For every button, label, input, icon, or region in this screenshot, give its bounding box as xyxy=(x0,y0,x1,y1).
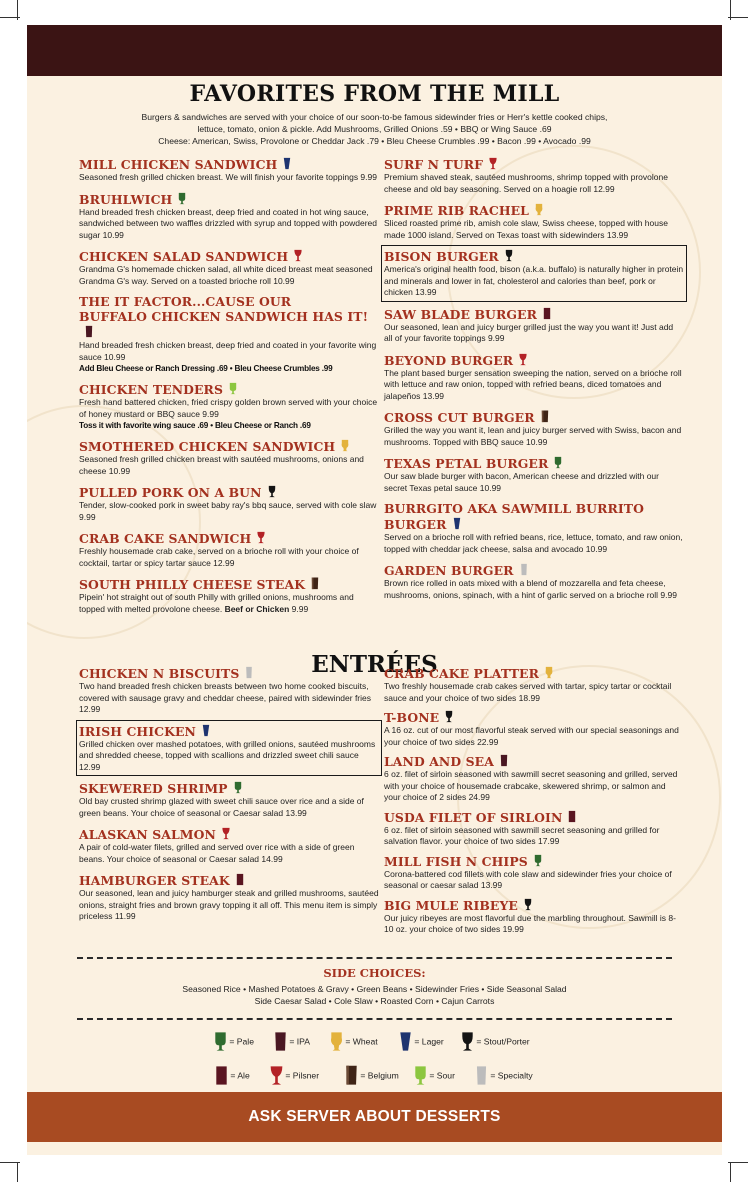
item-description-text: Grilled chicken over mashed potatoes, with grilled onions, sautéed mushrooms and shredded cheese, topped with scallions and drizzled sweet chili sauce 12.99 xyxy=(79,738,376,772)
favorites-left-column xyxy=(79,156,379,615)
menu-item xyxy=(384,409,684,448)
item-description xyxy=(384,725,684,748)
ipa-beer-glass-icon xyxy=(274,1036,287,1046)
item-description xyxy=(384,532,684,555)
ale-beer-glass-icon xyxy=(543,306,551,321)
item-description xyxy=(79,842,379,865)
pilsner-beer-glass-icon xyxy=(294,248,302,263)
item-name-text: CROSS CUT BURGER xyxy=(384,410,535,425)
ipa-beer-glass-icon xyxy=(500,753,508,768)
legend-label: = IPA xyxy=(289,1036,311,1047)
menu-item xyxy=(79,665,379,716)
item-name-text: SOUTH PHILLY CHEESE STEAK xyxy=(79,577,306,592)
item-description xyxy=(79,592,379,615)
item-description-text: Brown rice rolled in oats mixed with a blend of mozzarella and feta cheese, mushrooms, onions, spinach, with a hint of garlic served on a brioche roll 9.99 xyxy=(384,578,677,600)
menu-item xyxy=(384,156,684,195)
specialty-beer-glass-icon xyxy=(475,1070,488,1080)
item-description xyxy=(79,500,379,523)
item-name xyxy=(79,826,379,842)
sides-line: Side Caesar Salad • Cole Slaw • Roasted Corn • Cajun Carrots xyxy=(254,996,495,1006)
item-name-text: LAND AND SEA xyxy=(384,754,494,769)
item-name xyxy=(384,709,684,725)
pilsner-beer-glass-icon xyxy=(222,826,230,841)
item-name xyxy=(384,562,684,578)
item-name-text: HAMBURGER STEAK xyxy=(79,873,230,888)
item-description-text: Our saw blade burger with bacon, American cheese and drizzled with our secret Texas petal sauce 10.99 xyxy=(384,471,659,493)
item-name-text: BUFFALO CHICKEN SANDWICH HAS IT! xyxy=(79,309,369,324)
item-description xyxy=(79,207,379,242)
item-name-text: T-BONE xyxy=(384,710,440,725)
legend-label: = Sour xyxy=(429,1070,455,1081)
item-name-text: IRISH CHICKEN xyxy=(79,723,196,739)
menu-item xyxy=(384,897,684,936)
pale-beer-glass-icon xyxy=(534,853,542,868)
menu-item xyxy=(79,381,379,431)
divider xyxy=(77,1018,672,1020)
item-description xyxy=(384,425,684,448)
item-description-text: Two freshly housemade crab cakes served with tartar, spicy tartar or cocktail sauce and your choice of two sides 18.99 xyxy=(384,681,672,703)
item-description xyxy=(79,888,379,923)
item-name-text: TEXAS PETAL BURGER xyxy=(384,456,549,471)
crop-mark xyxy=(730,1162,731,1182)
item-description xyxy=(79,340,379,363)
menu-item xyxy=(79,191,379,242)
item-description-text: The plant based burger sensation sweeping the nation, served on a brioche roll with lettuce and raw onion, topped with refried beans, diced tomatoes and jalapeños 13.99 xyxy=(384,367,682,401)
item-description-text: Hand breaded fresh chicken breast, deep fried and coated in your favorite wing sauce 10.99 xyxy=(79,340,377,362)
item-name-text: CHICKEN N BISCUITS xyxy=(79,666,240,681)
menu-item xyxy=(79,156,379,184)
item-name-text: SMOTHERED CHICKEN SANDWICH xyxy=(79,439,336,454)
beer-legend-row xyxy=(27,1031,722,1053)
item-description xyxy=(384,681,684,704)
item-name xyxy=(79,294,379,309)
menu-item xyxy=(384,455,684,494)
item-description-text: Our seasoned, lean and juicy hamburger steak and grilled mushrooms, sautéed onions, straight fries and brown gravy topping it all off. This menu item is simply priceless 11.99 xyxy=(79,888,379,921)
item-description xyxy=(384,869,684,892)
legend-item xyxy=(215,1065,250,1086)
item-name-text: BIG MULE RIBEYE xyxy=(384,897,518,913)
menu-item xyxy=(384,665,684,704)
item-name xyxy=(79,780,379,796)
item-name xyxy=(384,306,684,322)
wheat-beer-glass-icon xyxy=(535,202,543,217)
wheat-beer-glass-icon xyxy=(330,1036,343,1046)
item-description-text: Fresh hand battered chicken, fried crispy golden brown served with your choice of honey mustard or BBQ sauce 9.99 xyxy=(79,397,378,419)
legend-item xyxy=(330,1031,378,1052)
belgium-beer-glass-icon xyxy=(541,409,549,424)
entrees-title: ENTRÉES xyxy=(311,651,438,678)
item-description-text: America's original health food, bison (a.k.a. buffalo) is naturally higher in protein and minerals and lower in fat, cholesterol and calories than beef, pork or chicken 13.99 xyxy=(384,264,684,297)
page-title: FAVORITES FROM THE MILL xyxy=(189,81,560,107)
menu-item xyxy=(79,248,379,287)
entrees-right-column xyxy=(384,665,684,936)
crop-mark xyxy=(730,0,731,20)
lager-beer-glass-icon xyxy=(453,516,461,531)
item-name-text: CRAB CAKE SANDWICH xyxy=(79,531,252,546)
item-description xyxy=(79,546,379,569)
stout-beer-glass-icon xyxy=(268,484,276,499)
item-name xyxy=(79,156,379,172)
item-description xyxy=(79,739,379,774)
menu-item xyxy=(79,438,379,477)
ipa-beer-glass-icon xyxy=(85,324,93,339)
item-description xyxy=(384,913,684,936)
item-price-text: 9.99 xyxy=(289,603,309,614)
item-addons: Add Bleu Cheese or Ranch Dressing .69 • Bleu Cheese Crumbles .99 xyxy=(79,364,333,373)
item-description-text: Seasoned fresh grilled chicken breast. We will finish your favorite toppings 9.99 xyxy=(79,172,377,182)
item-name-text: CRAB CAKE PLATTER xyxy=(384,666,539,681)
item-name-text: ALASKAN SALMON xyxy=(79,827,216,842)
menu-item xyxy=(384,709,684,748)
stout-beer-glass-icon xyxy=(445,709,453,724)
legend-item xyxy=(214,1031,254,1052)
item-name xyxy=(384,202,684,218)
item-name xyxy=(79,438,379,454)
item-description-text: Old bay crusted shrimp glazed with sweet chili sauce over rice and a side of green beans. Your choice of seasonal or Caesar salad 13.99 xyxy=(79,796,364,818)
pale-beer-glass-icon xyxy=(214,1036,227,1046)
item-name xyxy=(79,530,379,546)
menu-item xyxy=(384,501,684,555)
menu-item xyxy=(79,530,379,569)
menu-item xyxy=(384,753,684,804)
pilsner-beer-glass-icon xyxy=(489,156,497,171)
item-description xyxy=(79,264,379,287)
menu-item xyxy=(384,809,684,848)
pilsner-beer-glass-icon xyxy=(270,1070,283,1080)
legend-item xyxy=(414,1065,455,1086)
intro-line: Burgers & sandwiches are served with your choice of our soon-to-be famous sidewinder fries or Herr's kettle cooked chips, xyxy=(141,112,608,122)
menu-page xyxy=(27,25,722,1155)
wheat-beer-glass-icon xyxy=(341,438,349,453)
crop-mark xyxy=(17,1162,18,1182)
item-description xyxy=(79,172,379,184)
intro-line: Cheese: American, Swiss, Provolone or Cheddar Jack .79 • Bleu Cheese Crumbles .99 • Bacon .99 • Avocado .99 xyxy=(158,136,591,146)
stout-beer-glass-icon xyxy=(505,248,513,263)
stout-beer-glass-icon xyxy=(524,897,532,912)
top-banner xyxy=(27,25,722,76)
menu-item xyxy=(79,723,379,774)
legend-label: = Wheat xyxy=(345,1036,378,1047)
legend-label: = Ale xyxy=(230,1070,250,1081)
belgium-beer-glass-icon xyxy=(345,1070,358,1080)
wheat-beer-glass-icon xyxy=(545,665,553,680)
item-name-text: PULLED PORK ON A BUN xyxy=(79,485,262,500)
item-name-text: THE IT FACTOR...CAUSE OUR xyxy=(79,294,292,309)
item-name-text: MILL CHICKEN SANDWICH xyxy=(79,157,278,172)
menu-item xyxy=(79,780,379,819)
item-description xyxy=(79,397,379,420)
item-name xyxy=(384,897,684,913)
item-name-text: BRUHLWICH xyxy=(79,191,173,207)
item-name xyxy=(384,156,684,172)
sides-list xyxy=(67,983,682,1007)
item-name xyxy=(384,352,684,368)
menu-item xyxy=(79,294,379,374)
item-description xyxy=(384,578,684,601)
item-description-text: Seasoned fresh grilled chicken breast with sautéed mushrooms, onions and cheese 10.99 xyxy=(79,454,364,476)
legend-label: = Lager xyxy=(414,1036,444,1047)
dessert-banner: ASK SERVER ABOUT DESSERTS xyxy=(27,1092,722,1142)
item-description xyxy=(384,368,684,403)
item-description xyxy=(384,172,684,195)
legend-label: = Belgium xyxy=(360,1070,399,1081)
menu-item xyxy=(79,484,379,523)
legend-label: = Pilsner xyxy=(285,1070,320,1081)
item-description-text: 6 oz. filet of sirloin seasoned with sawmill secret seasoning and grilled for salvation flavor. your choice of two sides 17.99 xyxy=(384,824,660,846)
menu-item xyxy=(384,352,684,403)
menu-item xyxy=(384,306,684,345)
item-description-text: Two hand breaded fresh chicken breasts between two home cooked biscuits, covered with sausage gravy and cheddar cheese, paired with sidewinder fries 12.99 xyxy=(79,681,371,714)
item-description-text: Served on a brioche roll with refried beans, rice, lettuce, tomato, and raw onion, topped with cheddar jack cheese, salsa and avocado 10.99 xyxy=(384,532,683,554)
beer-legend-row xyxy=(27,1065,722,1087)
menu-item xyxy=(79,576,379,615)
menu-item xyxy=(384,562,684,601)
legend-label: = Specialty xyxy=(490,1070,533,1081)
pilsner-beer-glass-icon xyxy=(257,530,265,545)
item-name xyxy=(384,501,684,532)
item-name xyxy=(384,753,684,769)
pale-beer-glass-icon xyxy=(234,780,242,795)
lager-beer-glass-icon xyxy=(399,1036,412,1046)
item-description-text: Our juicy ribeyes are most flavorful due the marbling throughout. Sawmill is 8-10 oz. your choice of two sides 19.99 xyxy=(384,912,676,934)
item-description-text: Hand breaded fresh chicken breast, deep fried and coated in hot wing sauce, sandwiched between two waffles drizzled with syrup and topped with powdered sugar 10.99 xyxy=(79,206,377,240)
item-description-text: 6 oz. filet of sirloin seasoned with sawmill secret seasoning and grilled, served with your choice of housemade crabcake, skewered shrimp, or salmon and your choice of 2 sides 24.99 xyxy=(384,769,678,802)
item-name xyxy=(384,248,684,264)
item-name xyxy=(79,191,379,207)
item-description xyxy=(384,264,684,299)
item-name xyxy=(384,455,684,471)
item-description-text: Grilled the way you want it, lean and juicy burger served with Swiss, bacon and mushrooms. Topped with BBQ sauce 10.99 xyxy=(384,425,682,447)
legend-item xyxy=(399,1031,444,1052)
item-description-text: Sliced roasted prime rib, amish cole slaw, Swiss cheese, topped with house made 1000 island. Served on Texas toast with sidewinders 13.99 xyxy=(384,218,668,240)
legend-label: = Pale xyxy=(229,1036,254,1047)
item-description-text: Tender, slow-cooked pork in sweet baby ray's bbq sauce, served with cole slaw 9.99 xyxy=(79,500,377,522)
item-name-text: CHICKEN SALAD SANDWICH xyxy=(79,249,289,264)
item-description xyxy=(384,322,684,345)
item-name xyxy=(79,309,379,340)
menu-item xyxy=(384,853,684,892)
ale-beer-glass-icon xyxy=(236,872,244,887)
item-name-text: PRIME RIB RACHEL xyxy=(384,203,529,218)
intro-line: lettuce, tomato, onion & pickle. Add Mushrooms, Grilled Onions .59 • BBQ or Wing Sauce .69 xyxy=(197,124,552,134)
item-description xyxy=(79,796,379,819)
item-name-text: BEYOND BURGER xyxy=(384,352,514,368)
legend-item xyxy=(461,1031,530,1052)
divider xyxy=(77,957,672,959)
stout-beer-glass-icon xyxy=(461,1036,474,1046)
item-description xyxy=(384,769,684,804)
item-description-text: Grandma G's homemade chicken salad, all white diced breast meat seasoned Grandma G's way. Served on a toasted brioche roll 10.99 xyxy=(79,264,373,286)
item-description-text: Premium shaved steak, sautéed mushrooms, shrimp topped with provolone cheese and old bay seasoning. Served on a hoagie roll 12.99 xyxy=(384,172,668,194)
item-description-text: Pipein' hot straight out of south Philly with grilled onions, mushrooms and topped with melted provolone cheese. xyxy=(79,592,354,614)
specialty-beer-glass-icon xyxy=(520,562,528,577)
lager-beer-glass-icon xyxy=(202,723,210,738)
pale-beer-glass-icon xyxy=(178,191,186,206)
lager-beer-glass-icon xyxy=(283,156,291,171)
favorites-right-column xyxy=(384,156,684,601)
menu-item xyxy=(79,826,379,865)
crop-mark xyxy=(728,1162,748,1163)
item-name xyxy=(384,665,684,681)
item-name xyxy=(79,381,379,397)
item-name-text: USDA FILET OF SIRLOIN xyxy=(384,809,563,825)
item-description-text: A pair of cold-water filets, grilled and served over rice with a side of green beans. Your choice of seasonal or Caesar salad 14.99 xyxy=(79,842,355,864)
item-description xyxy=(384,218,684,241)
item-name-text: GARDEN BURGER xyxy=(384,563,514,578)
sides-line: Seasoned Rice • Mashed Potatoes & Gravy • Green Beans • Sidewinder Fries • Side Seasonal Salad xyxy=(182,984,567,994)
item-name xyxy=(384,853,684,869)
item-name-text: BURRGITO AKA SAWMILL BURRITO BURGER xyxy=(384,501,644,532)
belgium-beer-glass-icon xyxy=(311,576,319,591)
legend-item xyxy=(475,1065,533,1086)
item-name-text: CHICKEN TENDERS xyxy=(79,382,224,397)
specialty-beer-glass-icon xyxy=(245,665,253,680)
legend-item xyxy=(345,1065,399,1086)
item-name xyxy=(79,665,379,681)
sides-title: SIDE CHOICES: xyxy=(323,966,426,980)
menu-item xyxy=(79,872,379,923)
item-name-text: SKEWERED SHRIMP xyxy=(79,781,228,796)
item-description xyxy=(384,825,684,848)
item-addons: Toss it with favorite wing sauce .69 • Bleu Cheese or Ranch .69 xyxy=(79,421,311,430)
legend-item xyxy=(274,1031,310,1052)
ale-beer-glass-icon xyxy=(215,1070,228,1080)
item-option-text: Beef or Chicken xyxy=(224,603,290,614)
ale-beer-glass-icon xyxy=(568,809,576,824)
crop-mark xyxy=(17,0,18,20)
item-description-text: Our seasoned, lean and juicy burger grilled just the way you want it! Just add all of your favorite toppings 9.99 xyxy=(384,321,674,343)
sour-beer-glass-icon xyxy=(229,381,237,396)
item-name-text: BISON BURGER xyxy=(384,249,499,264)
item-description xyxy=(79,454,379,477)
menu-item xyxy=(384,248,684,299)
legend-label: = Stout/Porter xyxy=(476,1036,530,1047)
item-name-text: MILL FISH N CHIPS xyxy=(384,853,528,869)
pilsner-beer-glass-icon xyxy=(519,352,527,367)
item-name xyxy=(384,809,684,825)
item-name xyxy=(79,872,379,888)
item-name xyxy=(79,248,379,264)
crop-mark xyxy=(728,17,748,18)
item-description-text: A 16 oz. cut of our most flavorful steak served with our special seasonings and your choice of two sides 22.99 xyxy=(384,725,679,747)
intro-text xyxy=(67,111,682,147)
item-description-text: Corona-battered cod fillets with cole slaw and sidewinder fries your choice of seasonal or caesar salad 13.99 xyxy=(384,868,672,890)
legend-item xyxy=(270,1065,319,1086)
item-description xyxy=(79,681,379,716)
pale-beer-glass-icon xyxy=(554,455,562,470)
item-name xyxy=(79,576,379,592)
item-description-text: Freshly housemade crab cake, served on a brioche roll with your choice of cocktail, tartar or spicy tartar sauce 12.99 xyxy=(79,546,359,568)
entrees-left-column xyxy=(79,665,379,923)
item-name-text: SURF N TURF xyxy=(384,157,484,172)
item-name xyxy=(79,484,379,500)
menu-item xyxy=(384,202,684,241)
item-name xyxy=(384,409,684,425)
sour-beer-glass-icon xyxy=(414,1070,427,1080)
item-name xyxy=(79,723,379,739)
item-name-text: SAW BLADE BURGER xyxy=(384,306,537,322)
item-description xyxy=(384,471,684,494)
